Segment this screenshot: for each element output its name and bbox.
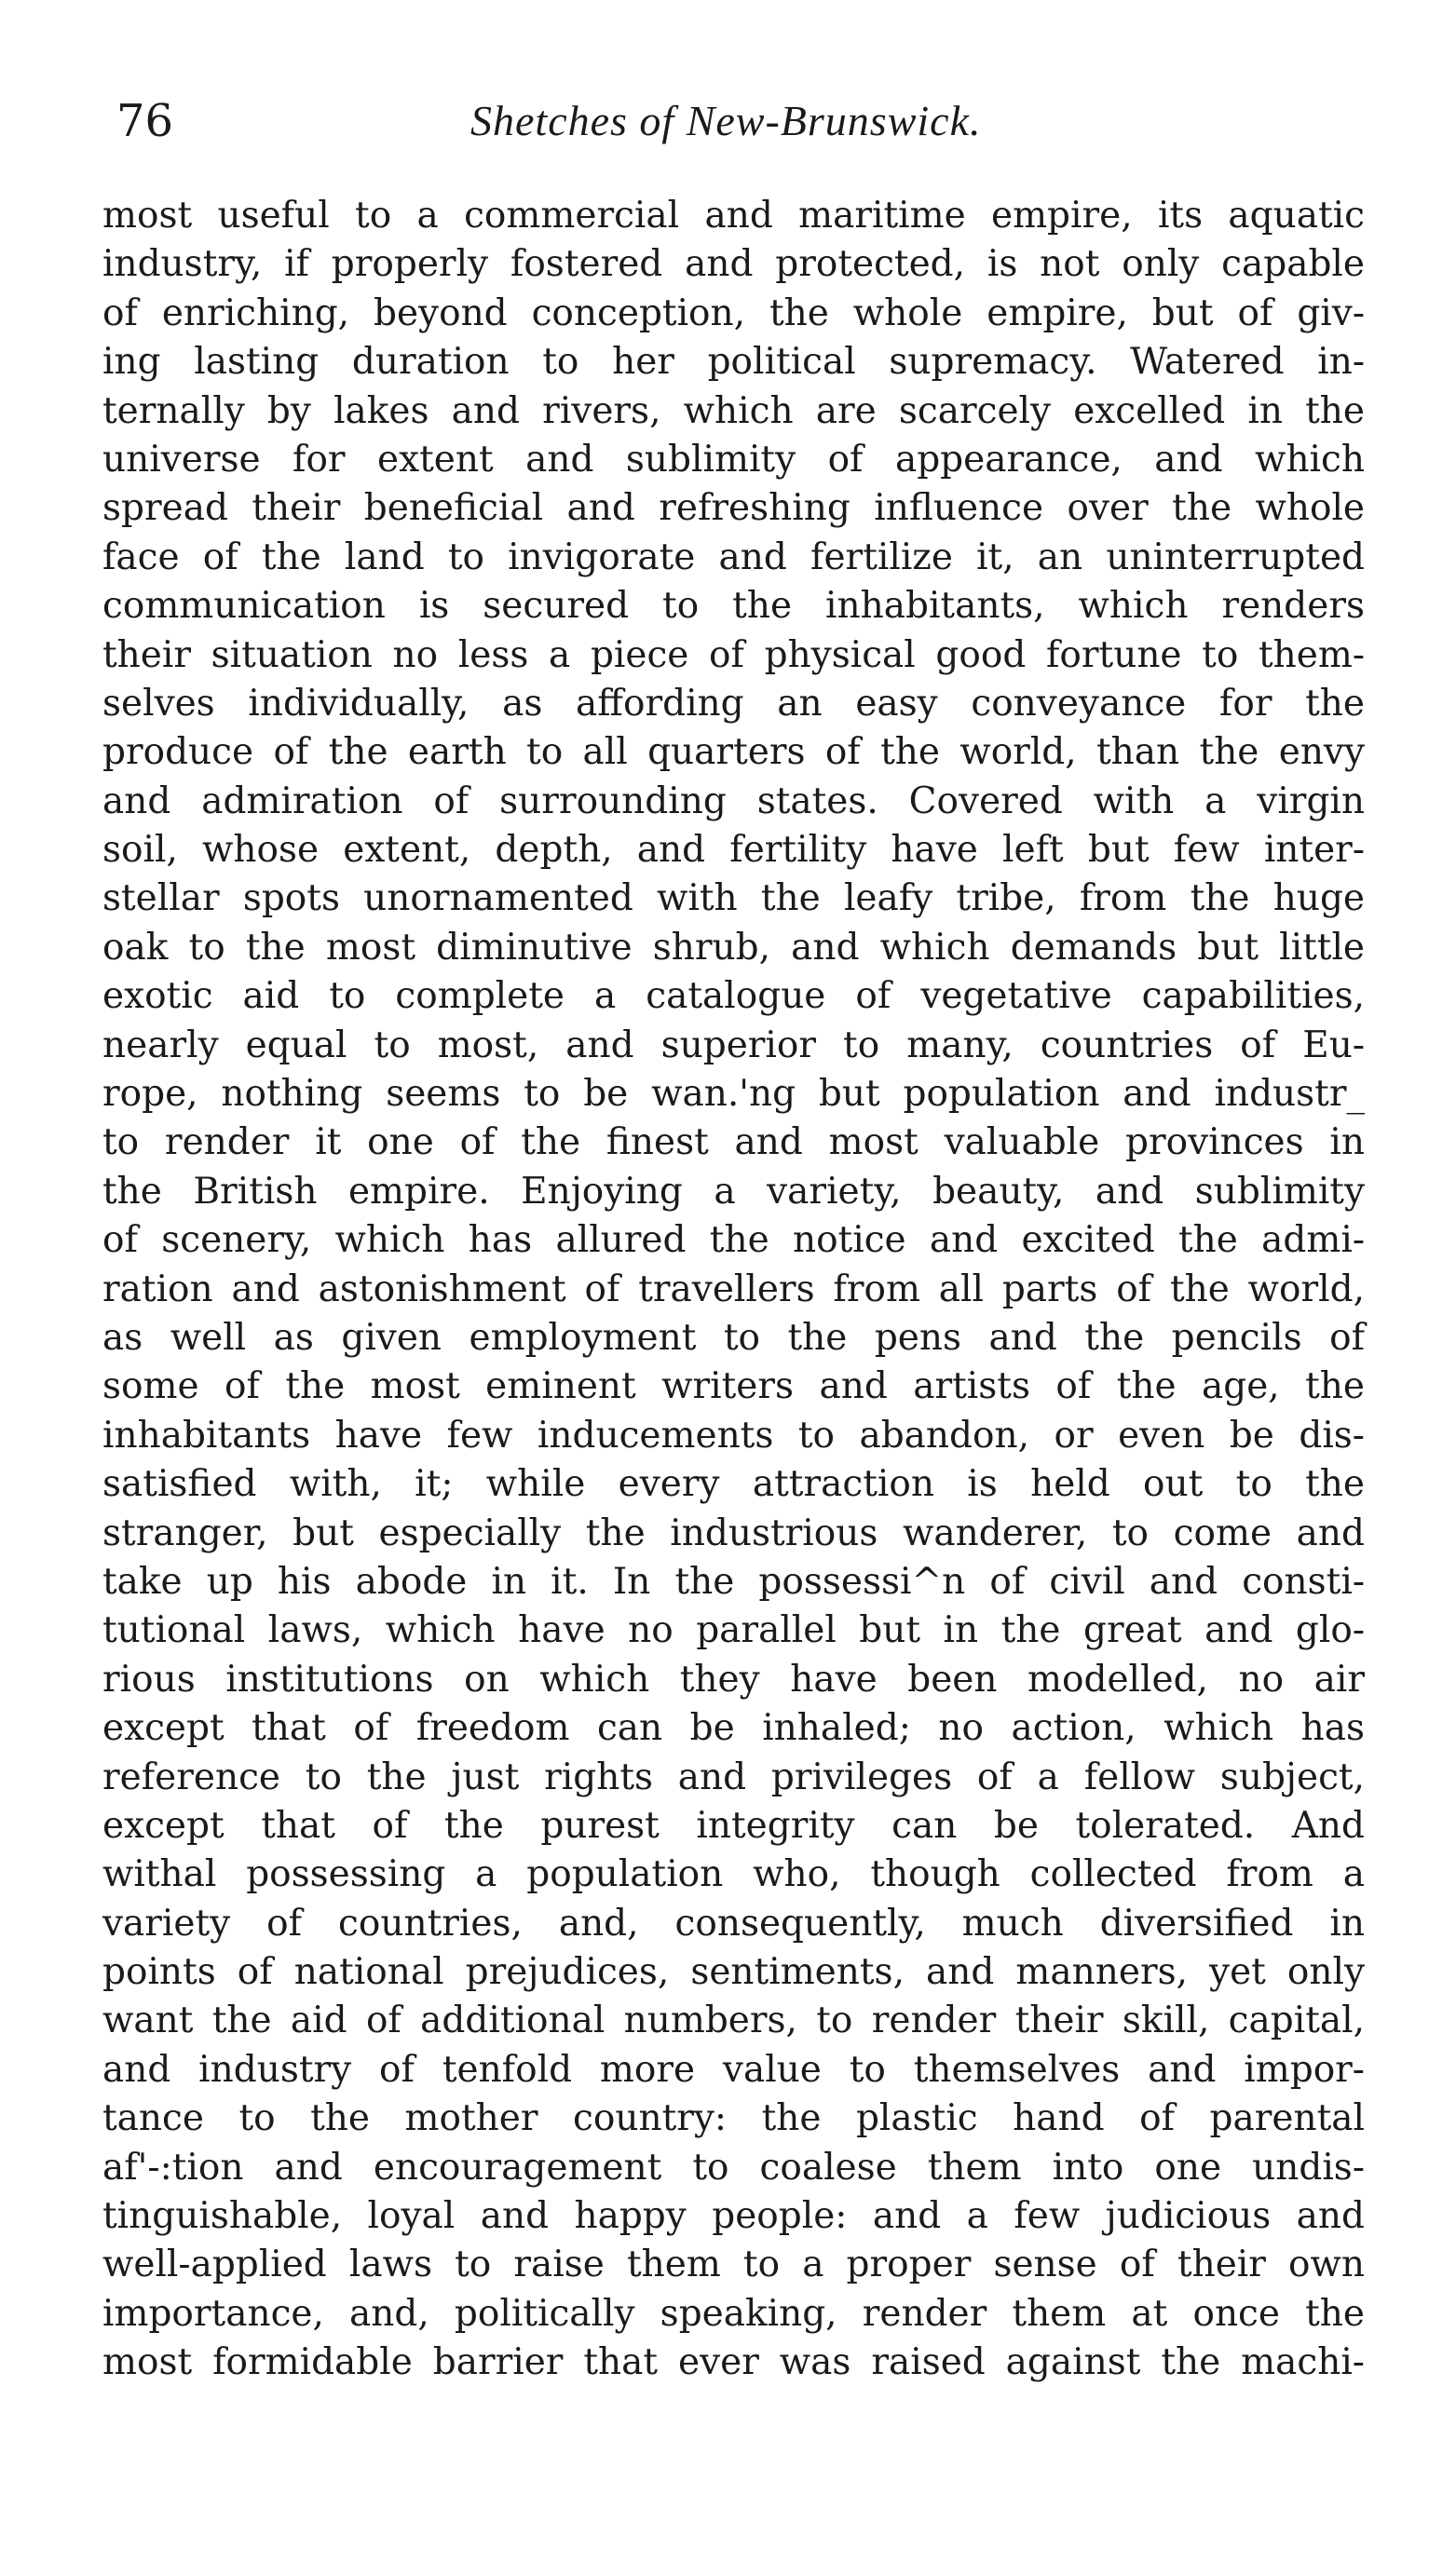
text-line: well-applied laws to raise them to a proper sense of their own	[102, 2244, 1365, 2286]
text-line: take up his abode in it. In the possessi^n of civil and consti-	[102, 1560, 1365, 1603]
text-line: variety of countries, and, consequently, much diversified in	[102, 1902, 1365, 1945]
text-line: face of the land to invigorate and fertilize it, an uninterrupted	[102, 536, 1365, 578]
text-line: of scenery, which has allured the notice and excited the admi-	[102, 1219, 1365, 1262]
page-header	[116, 88, 1383, 154]
page-number: 76	[116, 95, 174, 147]
text-line: and admiration of surrounding states. Covered with a virgin	[102, 780, 1365, 822]
text-line: ration and astonishment of travellers from all parts of the world,	[102, 1268, 1365, 1310]
text-line: satisfied with, it; while every attraction is held out to the	[102, 1463, 1365, 1506]
text-line: rope, nothing seems to be wan.'ng but population and industr_	[102, 1073, 1365, 1116]
text-line: produce of the earth to all quarters of the world, than the envy	[102, 731, 1365, 774]
text-line: most useful to a commercial and maritime empire, its aquatic	[102, 195, 1365, 237]
text-line: rious institutions on which they have been modelled, no air	[102, 1658, 1365, 1701]
text-line: importance, and, politically speaking, render them at once the	[102, 2292, 1365, 2335]
text-line: ing lasting duration to her political supremacy. Watered in-	[102, 341, 1365, 384]
text-line: spread their beneficial and refreshing influence over the whole	[102, 487, 1365, 530]
text-line: some of the most eminent writers and artists of the age, the	[102, 1365, 1365, 1408]
text-line: nearly equal to most, and superior to many, countries of Eu-	[102, 1024, 1365, 1066]
text-line: ternally by lakes and rivers, which are scarcely excelled in the	[102, 389, 1365, 432]
text-line: stellar spots unornamented with the leafy tribe, from the huge	[102, 877, 1365, 920]
text-line: except that of freedom can be inhaled; no action, which has	[102, 1707, 1365, 1750]
text-line: tinguishable, loyal and happy people: and a few judicious and	[102, 2195, 1365, 2238]
text-line: industry, if properly fostered and protected, is not only capable	[102, 243, 1365, 286]
text-line: except that of the purest integrity can be tolerated. And	[102, 1804, 1365, 1847]
text-line: points of national prejudices, sentiments, and manners, yet only	[102, 1951, 1365, 1994]
text-line: selves individually, as affording an easy conveyance for the	[102, 682, 1365, 725]
text-line: want the aid of additional numbers, to render their skill, capital,	[102, 2000, 1365, 2042]
text-line: soil, whose extent, depth, and fertility have left but few inter-	[102, 829, 1365, 872]
text-line: their situation no less a piece of physical good fortune to them-	[102, 633, 1365, 676]
text-line: af'-:tion and encouragement to coalese them into one undis-	[102, 2146, 1365, 2189]
text-line: and industry of tenfold more value to themselves and impor-	[102, 2048, 1365, 2091]
text-line: stranger, but especially the industrious wanderer, to come and	[102, 1512, 1365, 1554]
text-line: reference to the just rights and privileges of a fellow subject,	[102, 1756, 1365, 1798]
body-text	[102, 192, 1365, 2388]
text-line: exotic aid to complete a catalogue of vegetative capabilities,	[102, 975, 1365, 1018]
text-line: withal possessing a population who, though collected from a	[102, 1853, 1365, 1896]
text-line: of enriching, beyond conception, the whole empire, but of giv-	[102, 291, 1365, 334]
running-title: Shetches of New-Brunswick.	[470, 97, 982, 144]
text-line: most formidable barrier that ever was raised against the machi-	[102, 2341, 1365, 2384]
text-line: the British empire. Enjoying a variety, beauty, and sublimity	[102, 1170, 1365, 1213]
text-line: tutional laws, which have no parallel but in the great and glo-	[102, 1609, 1365, 1652]
text-line: oak to the most diminutive shrub, and which demands but little	[102, 926, 1365, 969]
text-line: as well as given employment to the pens and the pencils of	[102, 1316, 1365, 1359]
text-line: communication is secured to the inhabitants, which renders	[102, 585, 1365, 628]
text-line: inhabitants have few inducements to abandon, or even be dis-	[102, 1414, 1365, 1457]
text-line: to render it one of the finest and most valuable provinces in	[102, 1121, 1365, 1164]
text-line: tance to the mother country: the plastic hand of parental	[102, 2097, 1365, 2140]
text-line: universe for extent and sublimity of appearance, and which	[102, 438, 1365, 481]
